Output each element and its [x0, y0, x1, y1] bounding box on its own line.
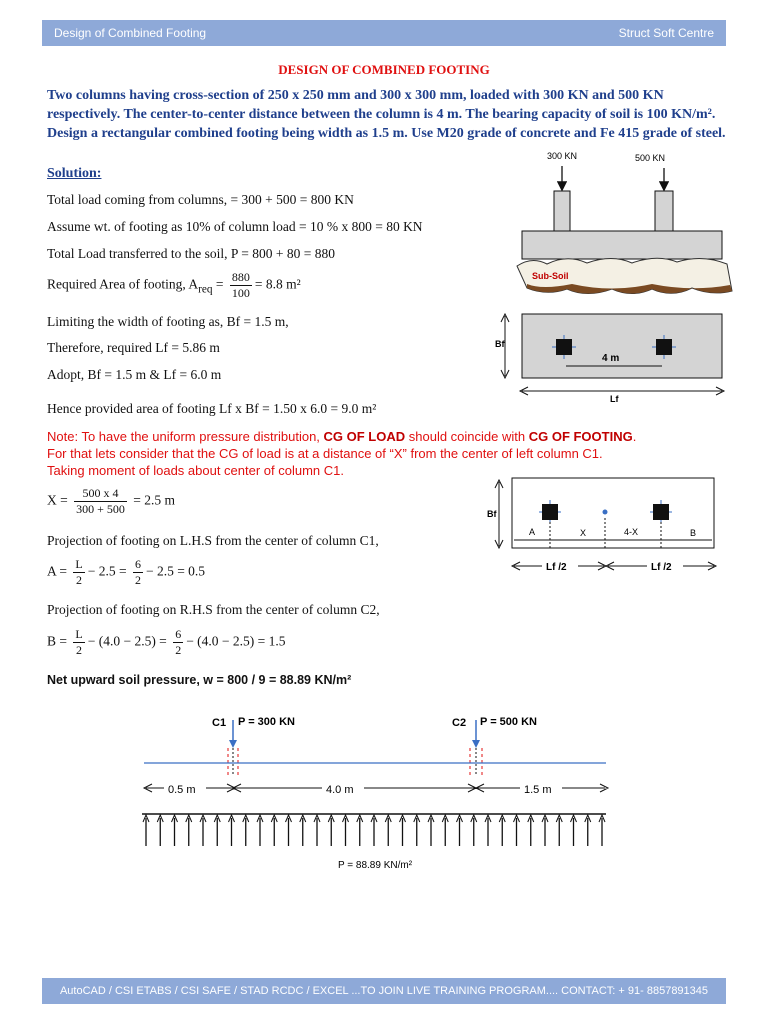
area-subscript: req [198, 283, 213, 296]
p2-label: P = 500 KN [480, 716, 537, 728]
header-right: Struct Soft Centre [618, 26, 714, 40]
calc-x-equation [47, 486, 175, 517]
calc-line-adopt: Adopt, Bf = 1.5 m & Lf = 6.0 m [47, 367, 222, 382]
b-lhs: B = [47, 633, 67, 649]
a-result: − 2.5 = 0.5 [145, 563, 206, 579]
header-left: Design of Combined Footing [54, 26, 207, 40]
lf2-right-label: Lf /2 [651, 562, 672, 573]
calc-b-equation [47, 627, 286, 658]
note-text-3: . [632, 429, 637, 444]
page-title: DESIGN OF COMBINED FOOTING [278, 62, 490, 77]
calc-line-provided-area: Hence provided area of footing Lf x Bf = 1.50 x 6.0 = 9.0 m² [47, 401, 377, 416]
loading-diagram [140, 710, 620, 880]
c2-label: C2 [452, 717, 467, 729]
x-fraction [74, 486, 127, 517]
solution-heading: Solution: [47, 166, 102, 181]
p1-arrow-head [229, 740, 237, 748]
b-fraction-1 [73, 627, 84, 658]
a-mid: − 2.5 = [87, 563, 127, 579]
calc-line-footing-weight: Assume wt. of footing as 10% of column load = 10 % x 800 = 80 KN [47, 219, 423, 234]
calc-a-equation [47, 557, 205, 588]
x-lhs: X = [47, 492, 68, 508]
p1-label: P = 300 KN [238, 716, 295, 728]
dim-x-label: X [580, 528, 587, 538]
calc-line-area [47, 270, 301, 301]
span-4-0-label: 4.0 m [326, 784, 354, 796]
span-0-5-label: 0.5 m [168, 784, 196, 796]
plan-column-1 [542, 504, 558, 520]
footing-plan-dimension-diagram [484, 474, 756, 584]
plan-column-2 [653, 504, 669, 520]
b-result: − (4.0 − 2.5) = 1.5 [186, 633, 286, 649]
note-cg-load: CG OF LOAD [323, 429, 406, 444]
column-2-elevation [655, 191, 673, 231]
x-result: = 2.5 m [133, 492, 176, 508]
a-fraction-1 [73, 557, 84, 588]
note-line-2: For that lets consider that the CG of load is at a distance of “X” from the center of left column C1. [47, 446, 603, 461]
dim-a-label: A [529, 527, 536, 537]
b-mid: − (4.0 − 2.5) = [87, 633, 167, 649]
b-f2-den: 2 [175, 643, 182, 657]
area-denominator: 100 [231, 286, 250, 300]
area-equals: = [215, 276, 224, 292]
note-line-3: Taking moment of loads about center of column C1. [47, 463, 344, 478]
calc-proj-rhs: Projection of footing on R.H.S from the center of column C2, [47, 602, 380, 617]
calc-line-width: Limiting the width of footing as, Bf = 1.5 m, [47, 314, 289, 329]
cg-point [603, 510, 608, 515]
note-line-1 [47, 428, 737, 445]
dim-b-label: B [690, 528, 697, 538]
a-lhs: A = [47, 563, 67, 579]
page-header [42, 20, 726, 46]
b-fraction-2 [173, 627, 183, 658]
calc-line-soil-load: Total Load transferred to the soil, P = 800 + 80 = 880 [47, 246, 335, 261]
footing-elevation-plan-diagram [492, 146, 752, 406]
note-text-1: Note: To have the uniform pressure distribution, [47, 429, 324, 444]
column-1-plan [556, 339, 572, 355]
column-1-elevation [554, 191, 570, 231]
dim-4x-label: 4-X [624, 527, 639, 537]
load-label-2: 500 KN [635, 153, 666, 163]
p2-arrow-head [472, 740, 480, 748]
a-fraction-2 [133, 557, 143, 588]
footing-elevation [522, 231, 722, 259]
lf2-left-label: Lf /2 [546, 562, 567, 573]
calc-proj-lhs: Projection of footing on L.H.S from the center of column C1, [47, 533, 379, 548]
a-f1-den: 2 [76, 573, 83, 587]
b-f1-num: L [75, 627, 83, 641]
note-cg-footing: CG OF FOOTING [528, 429, 633, 444]
bf-label: Bf [495, 339, 505, 349]
a-f2-num: 6 [134, 557, 141, 571]
calc-line-required-length: Therefore, required Lf = 5.86 m [47, 340, 220, 355]
area-label: Required Area of footing, A [47, 276, 199, 292]
sub-soil-label: Sub-Soil [532, 271, 569, 281]
problem-statement: Two columns having cross-section of 250 x 250 mm and 300 x 300 mm, loaded with 300 KN and 500 KN respectively. The center-to-center distance between the column is 4 m. The bearing capacity of soil is 100 KN/m². Design a rectangular combined footing being width as 1.5 m. Use M20 grade of concrete and Fe 415 grade of steel. [47, 88, 726, 141]
plan-bf-label: Bf [487, 509, 497, 519]
calc-net-pressure: Net upward soil pressure, w = 800 / 9 = 88.89 KN/m² [47, 673, 352, 687]
area-result: = 8.8 m² [254, 276, 301, 292]
pressure-label: P = 88.89 KN/m² [338, 860, 413, 871]
x-denominator: 300 + 500 [76, 502, 125, 516]
calc-line-total-load: Total load coming from columns, = 300 + 500 = 800 KN [47, 192, 354, 207]
note-block [47, 428, 737, 479]
column-2-plan [656, 339, 672, 355]
span-1-5-label: 1.5 m [524, 784, 552, 796]
b-f2-num: 6 [175, 627, 182, 641]
a-f1-num: L [75, 557, 83, 571]
area-numerator: 880 [231, 270, 250, 284]
x-numerator: 500 x 4 [74, 486, 127, 502]
soil-pressure-arrows [143, 815, 605, 846]
four-m-label: 4 m [602, 353, 620, 364]
c1-label: C1 [212, 717, 227, 729]
b-f1-den: 2 [76, 643, 83, 657]
load-label-1: 300 KN [547, 151, 578, 161]
a-f2-den: 2 [134, 573, 141, 587]
area-fraction [230, 270, 252, 301]
note-text-2: should coincide with [405, 429, 529, 444]
footing-plan [522, 314, 722, 378]
page-footer: AutoCAD / CSI ETABS / CSI SAFE / STAD RCDC / EXCEL ...TO JOIN LIVE TRAINING PROGRAM.... CONTACT: + 91- 8857891345 [42, 978, 726, 1004]
lf-label: Lf [610, 394, 619, 404]
